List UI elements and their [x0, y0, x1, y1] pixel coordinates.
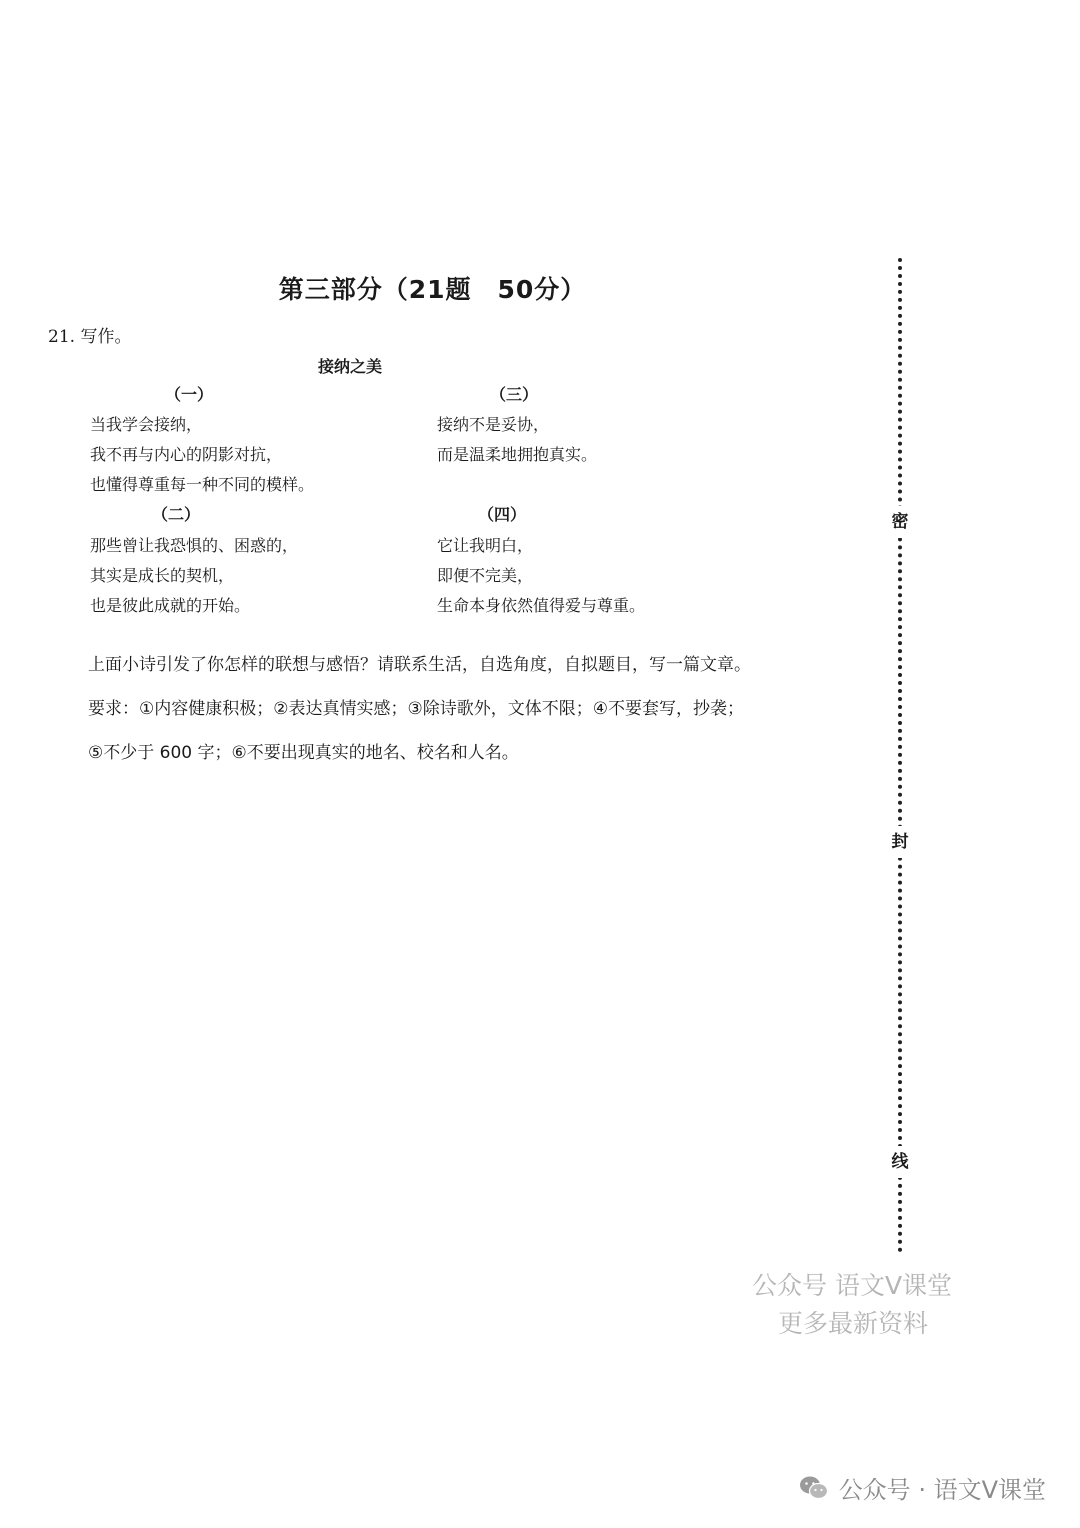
stanza-3-title: （三）	[490, 385, 539, 404]
seal-dotted-line	[898, 258, 902, 1253]
stanza-3-line-1: 接纳不是妥协，	[437, 415, 550, 434]
stanza-2-title: （二）	[152, 505, 201, 524]
footer	[799, 1470, 1046, 1505]
stanza-4-title: （四）	[478, 505, 527, 524]
seal-char-mi: 密	[886, 506, 914, 538]
stanza-2-line-2: 其实是成长的契机，	[90, 566, 235, 585]
seal-char-xian: 线	[886, 1146, 914, 1178]
stanza-2-line-1: 那些曾让我恐惧的、困惑的，	[90, 536, 299, 555]
stanza-1-line-2: 我不再与内心的阴影对抗，	[90, 445, 283, 464]
footer-text: 公众号 · 语文V课堂	[838, 1476, 1046, 1504]
stanza-1-title: （一）	[165, 385, 214, 404]
seal-char-feng: 封	[886, 826, 914, 858]
stanza-4-line-3: 生命本身依然值得爱与尊重。	[437, 596, 646, 615]
question-label: 21. 写作。	[48, 327, 132, 347]
prompt-line-1: 上面小诗引发了你怎样的联想与感悟？请联系生活，自选角度，自拟题目，写一篇文章。	[88, 655, 751, 675]
watermark-line-2: 更多最新资料	[778, 1309, 929, 1338]
stanza-3-line-2: 而是温柔地拥抱真实。	[437, 445, 598, 464]
prompt-line-3: ⑤不少于 600 字；⑥不要出现真实的地名、校名和人名。	[88, 743, 519, 763]
prompt-line-2: 要求：①内容健康积极；②表达真情实感；③除诗歌外，文体不限；④不要套写，抄袭；	[88, 699, 744, 719]
section-title: 第三部分（21题 50分）	[278, 275, 587, 304]
watermark-line-1: 公众号 语文V课堂	[752, 1271, 953, 1300]
stanza-1-line-1: 当我学会接纳，	[90, 415, 203, 434]
wechat-icon	[799, 1475, 829, 1501]
stanza-2-line-3: 也是彼此成就的开始。	[90, 596, 251, 615]
stanza-1-line-3: 也懂得尊重每一种不同的模样。	[90, 475, 315, 494]
stanza-4-line-2: 即便不完美，	[437, 566, 534, 585]
poem-title: 接纳之美	[317, 357, 382, 376]
stanza-4-line-1: 它让我明白，	[437, 536, 534, 555]
